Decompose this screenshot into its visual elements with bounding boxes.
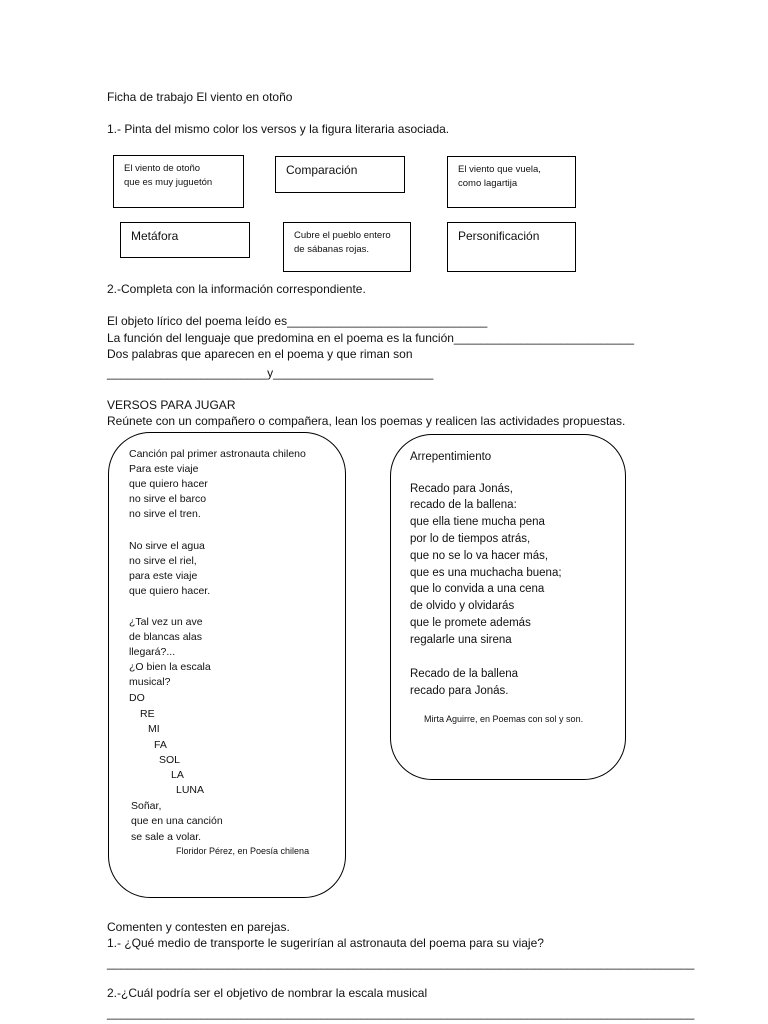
- poem1-line: se sale a volar.: [131, 831, 202, 843]
- poem1-note-do: DO: [129, 692, 145, 704]
- figure-label-comparacion: Comparación: [286, 163, 358, 177]
- verse-box-1-line-1: El viento de otoño: [124, 163, 201, 174]
- poem1-line: que quiero hacer: [129, 478, 208, 490]
- poem1-note-re: RE: [140, 708, 155, 720]
- figure-box-personificacion[interactable]: [447, 222, 576, 272]
- page-title: Ficha de trabajo El viento en otoño: [107, 90, 293, 104]
- closing-question-2: 2.-¿Cuál podría ser el objetivo de nombrar la escala musical: [107, 986, 428, 1000]
- poem2-line: que ella tiene mucha pena: [410, 516, 545, 528]
- figure-label-metafora: Metáfora: [131, 229, 179, 243]
- poem1-author: Floridor Pérez, en Poesía chilena: [176, 846, 310, 856]
- poem2-line: que no se lo va hacer más,: [410, 550, 549, 562]
- fill-line-4[interactable]: ________________________y________________________: [107, 366, 434, 380]
- poem1-line: musical?: [129, 676, 171, 688]
- poem2-author: Mirta Aguirre, en Poemas con sol y son.: [424, 714, 584, 724]
- section-heading: VERSOS PARA JUGAR: [107, 398, 236, 412]
- verse-box-3-line-1: El viento que vuela,: [458, 164, 541, 175]
- poem1-line: para este viaje: [129, 570, 198, 582]
- poem2-line: Recado de la ballena: [410, 668, 519, 680]
- poem2-line: regalarle una sirena: [410, 634, 512, 646]
- poem1-line: no sirve el tren.: [129, 508, 201, 520]
- fill-line-2[interactable]: La función del lenguaje que predomina en el poema es la función___________________________: [107, 331, 635, 345]
- poem2-line: por lo de tiempos atrás,: [410, 533, 531, 545]
- verse-box-1-line-2: que es muy juguetón: [124, 177, 213, 188]
- poem2-line: Recado para Jonás,: [410, 483, 513, 495]
- poem1-line: Para este viaje: [129, 463, 199, 475]
- poem2-title: Arrepentimiento: [410, 451, 492, 463]
- question-1: 1.- Pinta del mismo color los versos y la figura literaria asociada.: [107, 122, 450, 136]
- poem1-line: llegará?...: [129, 646, 176, 658]
- poem2-line: que le promete además: [410, 617, 531, 629]
- poem2-line: que lo convida a una cena: [410, 583, 545, 595]
- section-instruction: Reúnete con un compañero o compañera, lean los poemas y realicen las actividades propuestas.: [107, 414, 626, 428]
- poem1-line: ¿O bien la escala: [129, 661, 211, 673]
- poem2-line: recado de la ballena:: [410, 499, 517, 511]
- poem1-line: no sirve el barco: [129, 493, 207, 505]
- poem1-title: Canción pal primer astronauta chileno: [129, 448, 306, 460]
- figure-box-comparacion[interactable]: [275, 156, 405, 193]
- figure-box-metafora[interactable]: [120, 222, 250, 258]
- answer-line-2[interactable]: ________________________________________________________________________________________: [107, 1006, 695, 1020]
- poem1-line: No sirve el agua: [129, 540, 205, 552]
- closing-question-1: 1.- ¿Qué medio de transporte le sugerirían al astronauta del poema para su viaje?: [107, 936, 544, 950]
- answer-line-1[interactable]: ________________________________________________________________________________________: [107, 956, 695, 970]
- verse-box-5-line-2: de sábanas rojas.: [294, 244, 369, 255]
- question-2: 2.-Completa con la información correspondiente.: [107, 282, 366, 296]
- poem1-line: Soñar,: [131, 800, 162, 812]
- fill-line-3: Dos palabras que aparecen en el poema y que riman son: [107, 347, 413, 361]
- verse-box-5-line-1: Cubre el pueblo entero: [294, 230, 391, 241]
- poem1-note-sol: SOL: [159, 754, 181, 766]
- poem1-line: que en una canción: [131, 815, 223, 827]
- poem1-note-luna: LUNA: [176, 784, 205, 796]
- poem2-line: recado para Jonás.: [410, 685, 509, 697]
- poem1-note-fa: FA: [154, 739, 167, 751]
- poem2-line: de olvido y olvidarás: [410, 600, 515, 612]
- verse-box-1[interactable]: [113, 155, 244, 208]
- poem1-note-mi: MI: [148, 723, 160, 735]
- poem1-line: que quiero hacer.: [129, 585, 211, 597]
- poem1-line: ¿Tal vez un ave: [129, 616, 203, 628]
- fill-line-1[interactable]: El objeto lírico del poema leído es______________________________: [107, 314, 488, 328]
- verse-box-3-line-2: como lagartija: [458, 178, 518, 189]
- poem1-note-la: LA: [171, 769, 184, 781]
- figure-label-personificacion: Personificación: [458, 229, 540, 243]
- verse-box-3[interactable]: [447, 156, 576, 208]
- poem2-line: que es una muchacha buena;: [410, 567, 562, 579]
- poem1-line: no sirve el riel,: [129, 555, 197, 567]
- poem1-line: de blancas alas: [129, 631, 202, 643]
- verse-box-5[interactable]: [283, 222, 411, 272]
- closing-intro: Comenten y contesten en parejas.: [107, 920, 290, 934]
